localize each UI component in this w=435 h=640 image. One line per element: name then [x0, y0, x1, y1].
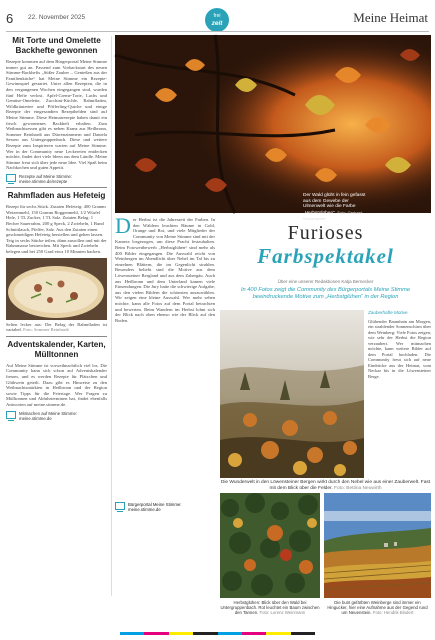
- issue-date: 22. November 2025: [28, 14, 86, 21]
- rahmfladen-photo: [6, 258, 107, 320]
- divider: [6, 336, 107, 337]
- forest-aerial-caption: Herbstglühen: Blick über den Wald bei Untergruppenbach. Rot leuchtet ein Baum zwischen den Tannen. Foto: Lorenz Weinmann: [220, 600, 320, 616]
- logo-top: frei: [213, 13, 221, 19]
- article-byline: Über eine unserer Redaktionen Katja Bernecker: [277, 279, 374, 284]
- article-lead: In 400 Fotos zeigt die Community des Bürgerportals Meine Stimme beeindruckende Motive zum „Herbstglühen“ in der Region: [240, 287, 411, 300]
- sidebar-body: Glühender Baumhain am Morgen, ein strahlender Sonnenschirm über dem Weinberg: Viele Fotos zeigen, wie sehr der Herbst die Region verzaubert. Wer mitmachen möchte, kann weitere Bilder auf dem Portal hochladen. Die Community freut sich auf neue Eindrücke aus der Heimat, vom Neckar bis in die Löwensteiner Berge.: [368, 318, 431, 379]
- foggy-forest-caption: Die Wunderwelt in den Löwensteiner Bergen wirkt durch den Nebel wie aus einer Zauberwelt. Fast mit dem Blick über die Felder. Foto: Bettina Neuwirth: [220, 480, 431, 491]
- recipe1-web-label: Rezepte auf Meine Stimme: meine.stimme.de/rezepte: [19, 173, 73, 185]
- recipe1-title: Mit Torte und Omelette Backhefte gewonnen: [12, 36, 101, 55]
- recipe2-title: Rahmfladen aus Hefeteig: [7, 191, 106, 201]
- vineyard-caption: Die bunt gefärbten Weinberge sind immer ein Hingucker, hier eine Aufnahme aus der Gegend rund um Neuenstein. Foto: Hendrik Bindert: [327, 600, 428, 616]
- recipe1-body: Rezepte kommen auf dem Bürgerportal Meine Stimme immer gut an. Passend zum Vorbackstart des neuen Stimme-Backhefts „Süßer Zauber – Genießen aus der Familienküche“ hat Meine Stimme ein Rezepte-Gewinnspiel gestartet. Unter allen Rezepten, die in den vergangenen Wochen eingegangen sind, wurden fünf Hefte verlost. Apfel-Creme-Torte, Lachs und Gemüse-Omelette, Zucchini-Küchle, Rahmfladen, Wildkräutertee und Pfifferling-Quiche und einige Rezepte der eingesandten Rezepthelden sind auf Meine Stimme. Diese Heimatrezepte haben damit ein frisch gewonnenes Backheft erhalten. Zum Weihnachtsessen gibt es neben Kranz aus Heilbronn, Sommer Reinhardt aus Dürrenzimmern und Daniela Sessen aus Untergruppenbach. Diese und weitere Rezepte zum Inspirieren warten auf Meine Stimme. Wer in der Community neue Leckereien entdecken möchte, findet dort viele Ideen aus dem Ländle. Meine Stimme freut sich über jede neue Idee. Viel Spaß beim Nachkochen und guten Appetit.: [6, 59, 107, 171]
- article-title-line2: Farbspektakel: [257, 244, 394, 268]
- divider: [6, 187, 107, 188]
- vineyard-photo: [324, 493, 431, 598]
- header-divider: [6, 31, 429, 32]
- computer-icon: [6, 174, 16, 182]
- advent-web-label: Mitmachen auf Meine Stimme: meine.stimme.de: [19, 410, 78, 421]
- article-header: [220, 222, 431, 301]
- column-divider: [111, 36, 112, 596]
- logo-bottom: zeit: [211, 20, 223, 27]
- forest-aerial-photo: [220, 493, 320, 598]
- recipe1-web-box[interactable]: [6, 174, 107, 184]
- advent-body: Auf Meine Stimme ist vorweihnachtlich viel los. Die Community kann sich schon auf Adventskalender freuen, und es werden Rezepte für Plätzchen und Glühwein geteilt. Dazu gibt es Hinweise zu den Weihnachtsmärkten in Heilbronn und der Region sowie Tipps für die Feiertage. Wer Fragen zu Mülltonnen und Abfuhrterminen hat, findet ebenfalls Antworten auf meine.stimme.de.: [6, 362, 107, 407]
- sidebar-text: [368, 310, 431, 379]
- article-title-line1: Furioses: [287, 222, 364, 244]
- article-body: [115, 213, 215, 323]
- article-web-box[interactable]: Bürgerportal Meine Stimme: meine.stimme.de: [115, 502, 215, 512]
- computer-icon: [6, 411, 16, 419]
- hero-photo-autumn-leaves: [115, 35, 431, 221]
- page-number: 6: [6, 11, 14, 26]
- small-web-photo: [115, 452, 215, 520]
- print-color-bar: [0, 628, 435, 640]
- color-registration-bar: [120, 632, 315, 635]
- hero-caption: Der Wald glüht in fein gefasst aus dem Gewebe der Ulmenwelt wie die Farbe „Herbstglühen“. Foto: Gerhard Schumacher: [303, 193, 366, 221]
- rahmfladen-caption: Selten lecker aus: Der Belag der Rahmfladen ist variabel. Foto: Sommer Reinhardt: [6, 321, 107, 333]
- recipe2-body: Rezept für sechs Stück. Zutaten Hefeteig: 400 Gramm Weizenmehl, 150 Gramm Roggenmehl, 1/2 Würfel Hefe, 1 TL Zucker, 1 TL Salz. Zutaten Belag: 1 Becher Sauerrahm, 200 g Speck, 2 Zwiebeln, 1 Bund Schnittlauch, Pfeffer, Salz. Aus den Zutaten einen geschmeidigen Hefeteig herstellen und gehen lassen. Teig in sechs Stücke teilen, dünn ausrollen und mit der Rahmmasse bestreichen. Mit Speck und Zwiebeln belegen und bei 250 Grad etwa 10 Minuten backen.: [6, 204, 107, 255]
- advent-web-box[interactable]: [6, 411, 107, 421]
- freizeit-logo: [205, 8, 229, 32]
- foggy-forest-photo: [220, 310, 364, 478]
- article-text: er Herbst ist die Jahreszeit der Farben. In den Wäldern leuchten Bäume in Gold, Orange und Rot, und viele Mitglieder der Community von Meine Stimme sind mit der Kamera losgezogen, um diese Pracht festzuhalten. Beim Fotowettbewerb „Herbstglühen“ sind mehr als 400 Bilder eingegangen. Die Auswahl reicht von Weinbergen im Abendlicht über Nebel im Tal bis zu einzelnen Blättern, die im Gegenlicht strahlen. Besonders beliebt sind die Motive aus dem Löwensteiner Bergland und aus dem Zabergäu. Auch aus Heilbronn und dem Unterland kamen viele Einsendungen. Die Jury hatte die schwierige Aufgabe, aus den vielen Bildern die schönsten auszuwählen. Wir zeigen eine kleine Auswahl. Wer mehr sehen möchte, kann alle Fotos auf dem Portal betrachten und bewerten. Beim Wandern im Herbst lohnt sich der Blick nach oben ebenso wie der Blick auf den Boden.: [115, 217, 215, 323]
- page-header: [0, 0, 435, 40]
- drop-cap: D: [115, 213, 131, 238]
- left-column: [6, 36, 107, 421]
- section-title: Meine Heimat: [353, 10, 428, 25]
- advent-title: Adventskalender, Karten, Mülltonnen: [7, 339, 106, 359]
- computer-icon: [115, 502, 125, 510]
- sidebar-title: Zauberhafte Motive: [368, 310, 408, 315]
